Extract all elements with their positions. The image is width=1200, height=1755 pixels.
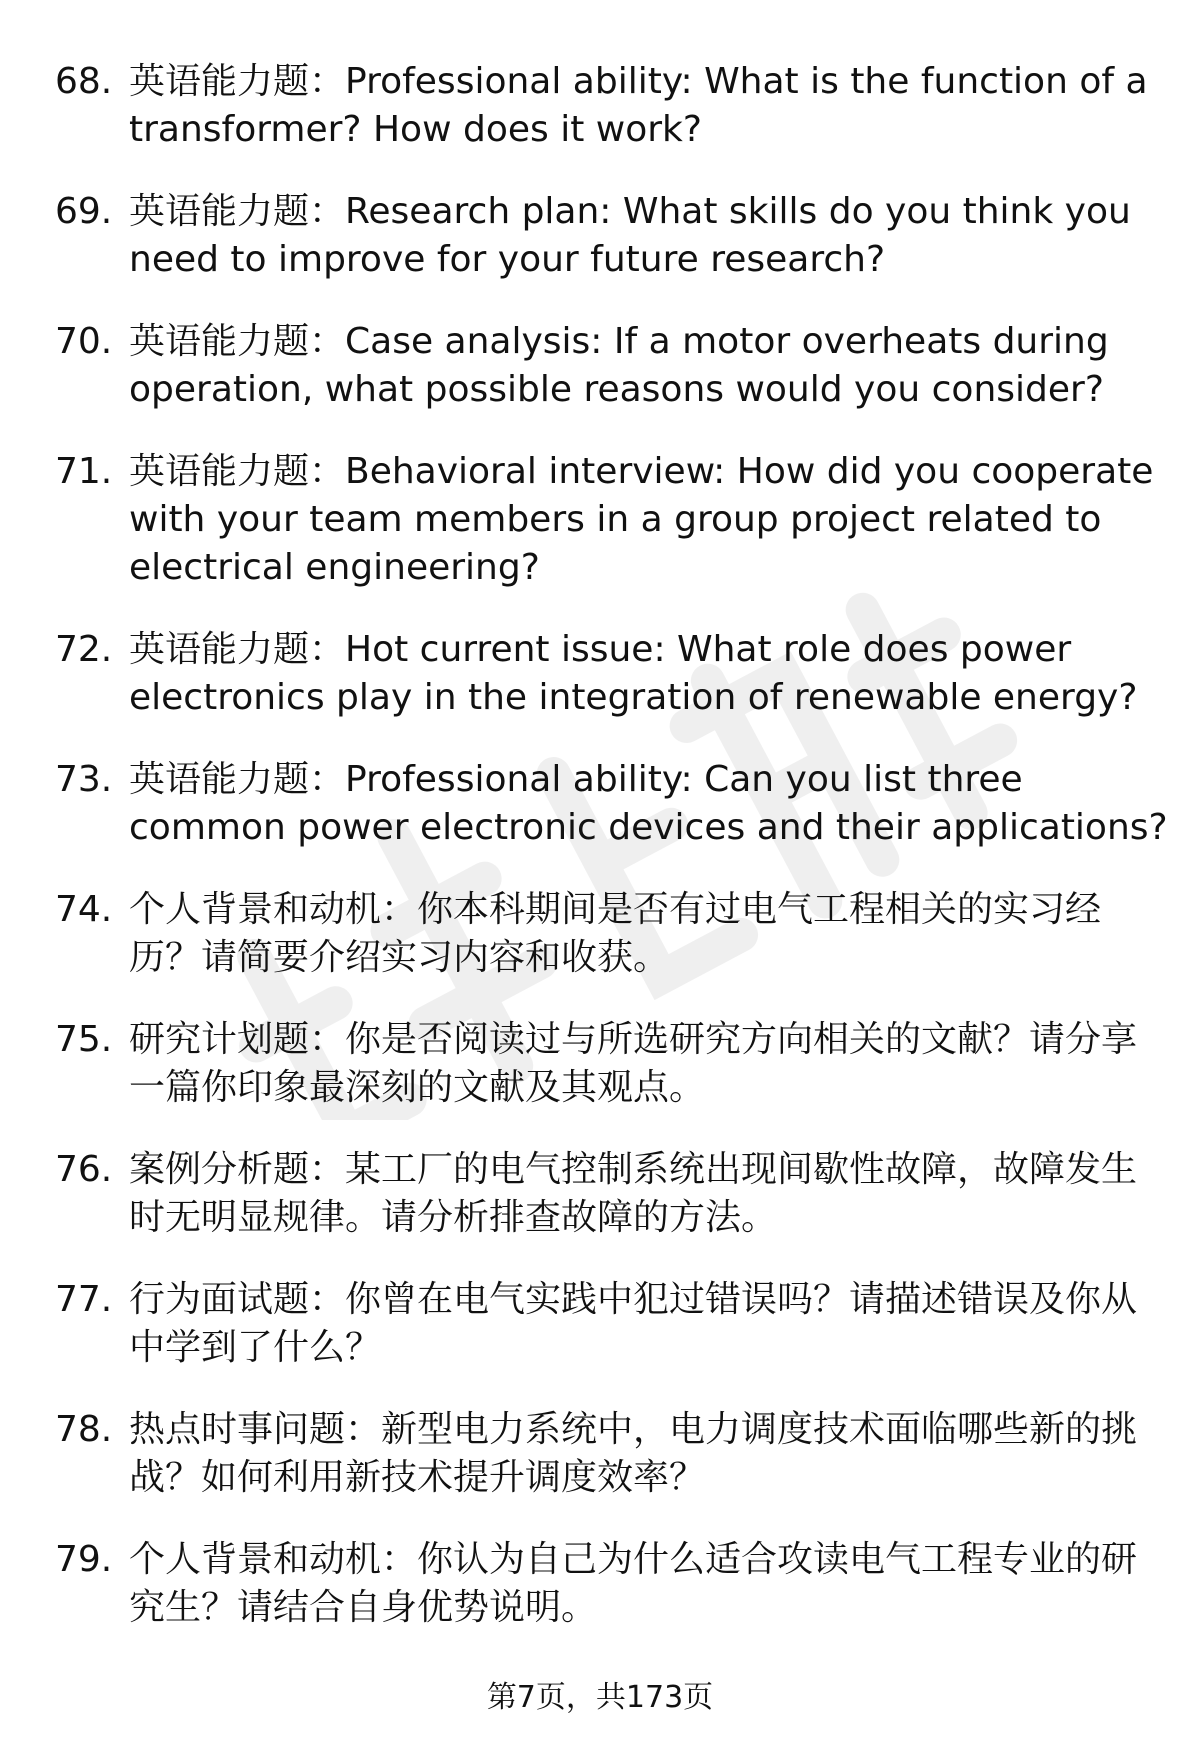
list-item bbox=[55, 1276, 1170, 1372]
list-item bbox=[55, 1406, 1170, 1502]
question-number: 70. bbox=[55, 321, 113, 362]
question-text: 研究计划题：你是否阅读过与所选研究方向相关的文献？请分享一篇你印象最深刻的文献及其观点。 bbox=[129, 1019, 1138, 1108]
question-list bbox=[55, 58, 1170, 1666]
question-text: 英语能力题：Case analysis: If a motor overheats during operation, what possible reasons would you consider? bbox=[129, 321, 1109, 410]
question-text: 英语能力题：Hot current issue: What role does power electronics play in the integration of renewable energy? bbox=[129, 629, 1138, 718]
question-text: 英语能力题：Professional ability: Can you list three common power electronic devices and their applications? bbox=[129, 759, 1168, 848]
question-number: 77. bbox=[55, 1279, 113, 1320]
list-item bbox=[55, 626, 1170, 722]
question-text: 英语能力题：Professional ability: What is the function of a transformer? How does it work? bbox=[129, 61, 1148, 150]
question-number: 72. bbox=[55, 629, 113, 670]
question-text: 个人背景和动机：你本科期间是否有过电气工程相关的实习经历？请简要介绍实习内容和收获。 bbox=[129, 889, 1102, 978]
page-footer bbox=[0, 1678, 1200, 1718]
question-number: 76. bbox=[55, 1149, 113, 1190]
question-number: 74. bbox=[55, 889, 113, 930]
list-item bbox=[55, 1016, 1170, 1112]
question-number: 68. bbox=[55, 61, 113, 102]
question-number: 71. bbox=[55, 451, 113, 492]
question-text: 英语能力题：Research plan: What skills do you think you need to improve for your future research? bbox=[129, 191, 1131, 280]
list-item bbox=[55, 58, 1170, 154]
page-number-label: 第7页，共173页 bbox=[486, 1680, 714, 1715]
question-number: 69. bbox=[55, 191, 113, 232]
question-text: 英语能力题：Behavioral interview: How did you cooperate with your team members in a group project related to electrical engineering? bbox=[129, 451, 1154, 588]
question-text: 个人背景和动机：你认为自己为什么适合攻读电气工程专业的研究生？请结合自身优势说明。 bbox=[129, 1539, 1138, 1628]
question-number: 75. bbox=[55, 1019, 113, 1060]
list-item bbox=[55, 188, 1170, 284]
list-item bbox=[55, 756, 1170, 852]
list-item bbox=[55, 1536, 1170, 1632]
question-number: 79. bbox=[55, 1539, 113, 1580]
question-text: 热点时事问题：新型电力系统中，电力调度技术面临哪些新的挑战？如何利用新技术提升调度效率？ bbox=[129, 1409, 1138, 1498]
list-item bbox=[55, 318, 1170, 414]
list-item bbox=[55, 448, 1170, 592]
question-text: 行为面试题：你曾在电气实践中犯过错误吗？请描述错误及你从中学到了什么？ bbox=[129, 1279, 1138, 1368]
list-item bbox=[55, 886, 1170, 982]
list-item bbox=[55, 1146, 1170, 1242]
question-number: 73. bbox=[55, 759, 113, 800]
question-number: 78. bbox=[55, 1409, 113, 1450]
question-text: 案例分析题：某工厂的电气控制系统出现间歇性故障，故障发生时无明显规律。请分析排查故障的方法。 bbox=[129, 1149, 1138, 1238]
